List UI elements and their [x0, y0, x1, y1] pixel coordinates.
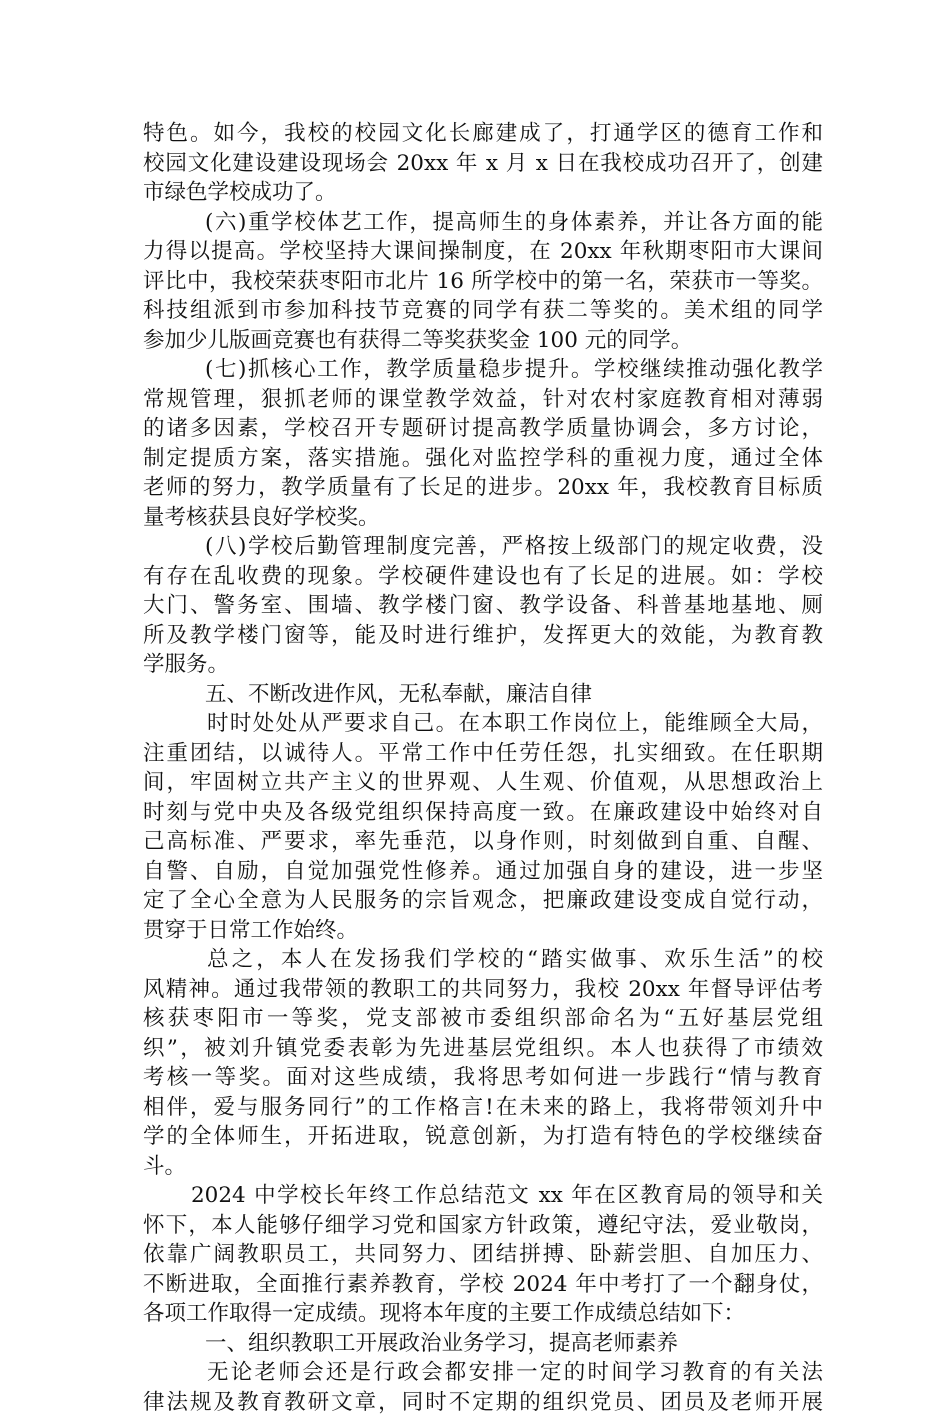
text-line: 不断进取，全面推行素养教育，学校 2024 年中考打了一个翻身仗，: [143, 1270, 823, 1300]
text-line: 一、组织教职工开展政治业务学习，提高老师素养: [143, 1329, 823, 1359]
text-line: 时时处处从严要求自己。在本职工作岗位上，能维顾全大局，: [143, 709, 823, 739]
text-line: 科技组派到市参加科技节竞赛的同学有获二等奖的。美术组的同学: [143, 296, 823, 326]
text-line: 量考核获县良好学校奖。: [143, 503, 823, 533]
text-line: 特色。如今，我校的校园文化长廊建成了，打通学区的德育工作和: [143, 119, 823, 149]
text-line: 五、不断改进作风，无私奉献，廉洁自律: [143, 680, 823, 710]
text-line: 有存在乱收费的现象。学校硬件建设也有了长足的进展。如：学校: [143, 562, 823, 592]
text-line: 间，牢固树立共产主义的世界观、人生观、价值观，从思想政治上: [143, 768, 823, 798]
text-line: 的诸多因素，学校召开专题研讨提高教学质量协调会，多方讨论，: [143, 414, 823, 444]
text-line: 考核一等奖。面对这些成绩，我将思考如何进一步践行“情与教育: [143, 1063, 823, 1093]
text-line: 校园文化建设建设现场会 20xx 年 x 月 x 日在我校成功召开了，创建: [143, 149, 823, 179]
text-line: 学的全体师生，开拓进取，锐意创新，为打造有特色的学校继续奋: [143, 1122, 823, 1152]
text-line: 力得以提高。学校坚持大课间操制度，在 20xx 年秋期枣阳市大课间: [143, 237, 823, 267]
text-line: 怀下，本人能够仔细学习党和国家方针政策，遵纪守法，爱业敬岗，: [143, 1211, 823, 1241]
text-line: 贯穿于日常工作始终。: [143, 916, 823, 946]
text-line: (七)抓核心工作，教学质量稳步提升。学校继续推动强化教学: [143, 355, 823, 385]
text-line: 自警、自励，自觉加强党性修养。通过加强自身的建设，进一步坚: [143, 857, 823, 887]
text-line: 老师的努力，教学质量有了长足的进步。20xx 年，我校教育目标质: [143, 473, 823, 503]
text-line: 市绿色学校成功了。: [143, 178, 823, 208]
text-line: 所及教学楼门窗等，能及时进行维护，发挥更大的效能，为教育教: [143, 621, 823, 651]
text-line: (六)重学校体艺工作，提高师生的身体素养，并让各方面的能: [143, 208, 823, 238]
text-line: 己高标准、严要求，率先垂范，以身作则，时刻做到自重、自醒、: [143, 827, 823, 857]
text-line: 时刻与党中央及各级党组织保持高度一致。在廉政建设中始终对自: [143, 798, 823, 828]
text-line: 相伴，爱与服务同行”的工作格言!在未来的路上，我将带领刘升中: [143, 1093, 823, 1123]
text-line: 斗。: [143, 1152, 823, 1182]
text-line: 依靠广阔教职员工，共同努力、团结拼搏、卧薪尝胆、自加压力、: [143, 1240, 823, 1270]
document-body: [143, 119, 823, 1417]
text-line: (八)学校后勤管理制度完善，严格按上级部门的规定收费，没: [143, 532, 823, 562]
text-line: 各项工作取得一定成绩。现将本年度的主要工作成绩总结如下：: [143, 1299, 823, 1329]
text-line: 大门、警务室、围墙、教学楼门窗、教学设备、科普基地基地、厕: [143, 591, 823, 621]
text-line: 总之，本人在发扬我们学校的“踏实做事、欢乐生活”的校: [143, 945, 823, 975]
text-line: 注重团结，以诚待人。平常工作中任劳任怨，扎实细致。在任职期: [143, 739, 823, 769]
text-line: 织”，被刘升镇党委表彰为先进基层党组织。本人也获得了市绩效: [143, 1034, 823, 1064]
text-line: 常规管理，狠抓老师的课堂教学效益，针对农村家庭教育相对薄弱: [143, 385, 823, 415]
text-line: 制定提质方案，落实措施。强化对监控学科的重视力度，通过全体: [143, 444, 823, 474]
text-line: 参加少儿版画竞赛也有获得二等奖获奖金 100 元的同学。: [143, 326, 823, 356]
text-line: 2024 中学校长年终工作总结范文 xx 年在区教育局的领导和关: [143, 1181, 823, 1211]
text-line: 风精神。通过我带领的教职工的共同努力，我校 20xx 年督导评估考: [143, 975, 823, 1005]
text-line: 律法规及教育教研文章，同时不定期的组织党员、团员及老师开展: [143, 1388, 823, 1417]
text-line: 学服务。: [143, 650, 823, 680]
text-line: 评比中，我校荣获枣阳市北片 16 所学校中的第一名，荣获市一等奖。: [143, 267, 823, 297]
text-line: 定了全心全意为人民服务的宗旨观念，把廉政建设变成自觉行动，: [143, 886, 823, 916]
text-line: 无论老师会还是行政会都安排一定的时间学习教育的有关法: [143, 1358, 823, 1388]
text-line: 核获枣阳市一等奖，党支部被市委组织部命名为“五好基层党组: [143, 1004, 823, 1034]
